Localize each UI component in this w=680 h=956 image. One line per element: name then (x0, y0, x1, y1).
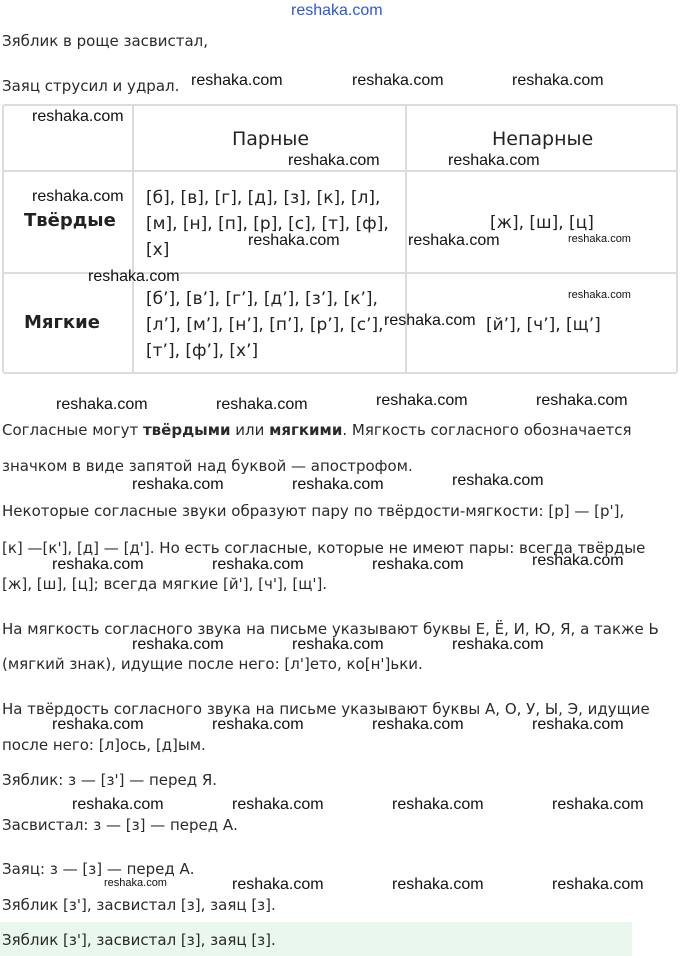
para-hard-soft (2, 421, 632, 439)
watermark: reshaka.com (408, 232, 500, 249)
watermark: reshaka.com (552, 876, 644, 893)
para-hardness-line-1: На твёрдость согласного звука на письме указывают буквы А, О, У, Ы, Э, идущие (2, 700, 650, 718)
cell-line: [б], [в], [г], [д], [з], [к], [л], (146, 188, 381, 208)
text: Согласные могут (2, 421, 143, 439)
col-header-unpaired: Непарные (492, 128, 594, 150)
watermark: reshaka.com (536, 392, 628, 409)
watermark: reshaka.com (248, 232, 340, 249)
para-pairs-line-3: [ж], [ш], [ц]; всегда мягкие [й'], [ч'], [щ']. (2, 575, 328, 593)
poem-line-2: Заяц струсил и удрал. (2, 77, 180, 95)
watermark: reshaka.com (512, 72, 604, 89)
cell-soft-paired (146, 286, 384, 364)
watermark: reshaka.com (52, 716, 144, 733)
watermark: reshaka.com (72, 796, 164, 813)
poem-line-1: Зяблик в роще засвистал, (2, 32, 209, 50)
analysis-line-4: Зяблик [з'], засвистал [з], заяц [з]. (2, 896, 276, 914)
cell-soft-unpaired: [й’], [ч’], [щ’] (486, 315, 601, 335)
watermark-top-link[interactable]: reshaka.com (291, 2, 383, 19)
col-header-paired: Парные (232, 128, 310, 150)
watermark: reshaka.com (532, 716, 624, 733)
watermark: reshaka.com (568, 289, 631, 301)
watermark: reshaka.com (292, 636, 384, 653)
watermark: reshaka.com (216, 396, 308, 413)
watermark: reshaka.com (132, 636, 224, 653)
watermark: reshaka.com (212, 716, 304, 733)
answer-text: Зяблик [з'], засвистал [з], заяц [з]. (2, 931, 276, 949)
cell-line: [л’], [м’], [н’], [п’], [р’], [с’], (146, 315, 384, 335)
analysis-line-1: Зяблик: з — [з'] — перед Я. (2, 771, 218, 789)
watermark: reshaka.com (372, 716, 464, 733)
para-softness-line-1: На мягкость согласного звука на письме указывают буквы Е, Ё, И, Ю, Я, а также Ь (2, 620, 659, 638)
watermark: reshaka.com (232, 876, 324, 893)
cell-line: [х] (146, 240, 170, 260)
row-label-hard: Твёрдые (24, 210, 116, 231)
watermark: reshaka.com (288, 152, 380, 169)
para-hardness-line-2: после него: [л]ось, [д]ым. (2, 736, 206, 754)
watermark: reshaka.com (552, 796, 644, 813)
watermark: reshaka.com (392, 796, 484, 813)
watermark: reshaka.com (56, 396, 148, 413)
watermark: reshaka.com (568, 233, 631, 245)
analysis-line-2: Засвистал: з — [з] — перед А. (2, 816, 238, 834)
cell-hard-paired (146, 185, 389, 263)
watermark: reshaka.com (191, 72, 283, 89)
watermark: reshaka.com (104, 877, 167, 889)
watermark: reshaka.com (132, 476, 224, 493)
cell-line: [м], [н], [п], [р], [с], [т], [ф], (146, 214, 389, 234)
para-pairs-line-1: Некоторые согласные звуки образуют пару по твёрдости-мягкости: [р] — [р'], (2, 502, 625, 520)
watermark: reshaka.com (52, 556, 144, 573)
text: или (230, 421, 270, 439)
watermark: reshaka.com (32, 188, 124, 205)
watermark: reshaka.com (352, 72, 444, 89)
watermark: reshaka.com (452, 472, 544, 489)
para-hard-soft-line-2: значком в виде запятой над буквой — апострофом. (2, 457, 413, 475)
row-label-soft: Мягкие (24, 312, 100, 333)
watermark: reshaka.com (376, 392, 468, 409)
watermark: reshaka.com (212, 556, 304, 573)
term-soft: мягкими (269, 421, 343, 439)
watermark: reshaka.com (88, 268, 180, 285)
para-softness-line-2: (мягкий знак), идущие после него: [л']ето, ко[н']ьки. (2, 655, 423, 673)
watermark: reshaka.com (32, 108, 124, 125)
para-pairs-line-2: [к] —[к'], [д] — [д']. Но есть согласные, которые не имеют пары: всегда твёрдые (2, 539, 646, 557)
watermark: reshaka.com (384, 312, 476, 329)
cell-line: [т’], [ф’], [х’] (146, 341, 259, 361)
term-hard: твёрдыми (142, 421, 231, 439)
watermark: reshaka.com (292, 476, 384, 493)
cell-hard-unpaired: [ж], [ш], [ц] (490, 213, 594, 233)
watermark: reshaka.com (392, 876, 484, 893)
watermark: reshaka.com (448, 152, 540, 169)
watermark: reshaka.com (372, 556, 464, 573)
watermark: reshaka.com (532, 552, 624, 569)
analysis-line-3: Заяц: з — [з] — перед А. (2, 860, 195, 878)
watermark: reshaka.com (452, 636, 544, 653)
cell-line: [б’], [в’], [г’], [д’], [з’], [к’], (146, 289, 378, 309)
watermark: reshaka.com (232, 796, 324, 813)
text: . Мягкость согласного обозначается (342, 421, 632, 439)
